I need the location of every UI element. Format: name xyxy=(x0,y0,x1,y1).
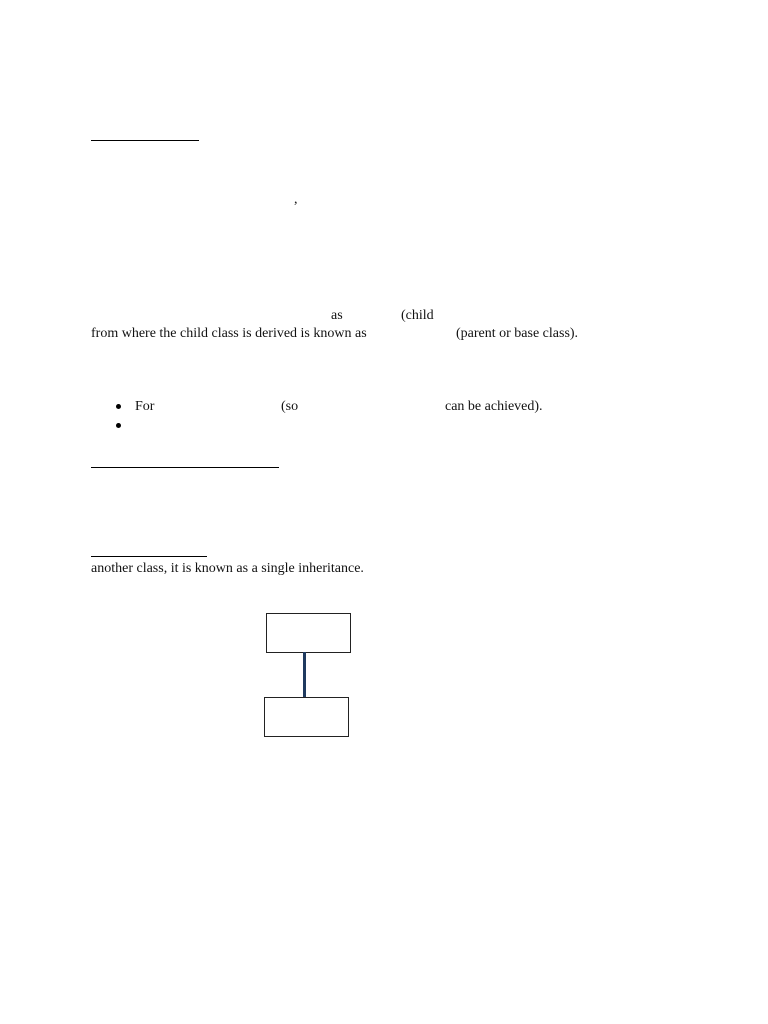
bullet-1-achieved: can be achieved). xyxy=(445,399,543,414)
bullet-1-so: (so xyxy=(281,399,299,414)
diagram-connector-line xyxy=(303,652,306,698)
bullet-1-for: For xyxy=(135,399,155,414)
section-underline xyxy=(91,467,279,468)
subsection-underline xyxy=(91,556,207,557)
diagram-child-box xyxy=(264,697,349,737)
text-parent-base-class: (parent or base class). xyxy=(456,326,579,341)
heading-underline xyxy=(91,140,199,141)
single-inheritance-text: another class, it is known as a single inheritance. xyxy=(91,561,364,576)
bullet-2 xyxy=(116,423,121,428)
diagram-parent-box xyxy=(266,613,351,653)
text-child-class: (child xyxy=(401,308,434,323)
text-as: as xyxy=(331,308,343,323)
text-derived-known-as: from where the child class is derived is known as xyxy=(91,326,367,341)
stray-comma: , xyxy=(294,192,298,207)
bullet-1 xyxy=(116,404,121,409)
